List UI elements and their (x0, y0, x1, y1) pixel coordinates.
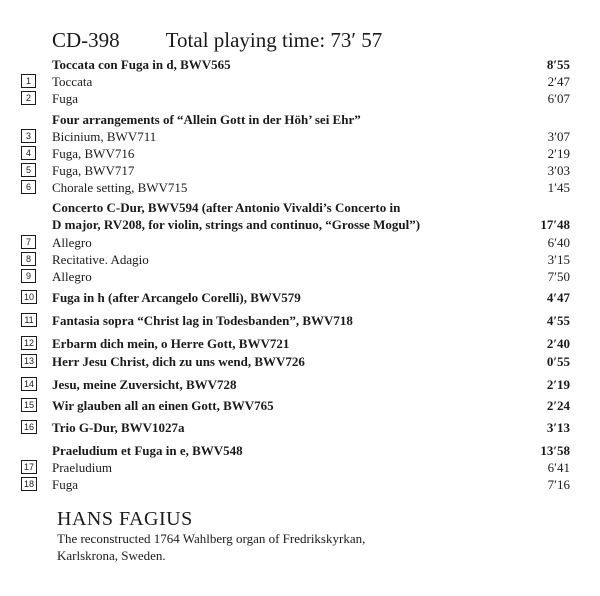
track-number: 13 (21, 354, 37, 368)
track-number: 10 (21, 290, 37, 304)
track-row: 13 Herr Jesu Christ, dich zu uns wend, BWV726 0′55 (52, 354, 570, 370)
organ-note: The reconstructed 1764 Wahlberg organ of Fredrikskyrkan, (57, 531, 366, 546)
track-number: 3 (21, 129, 36, 143)
track-row: 11 Fantasia sopra “Christ lag in Todesbanden”, BWV718 4′55 (52, 313, 570, 329)
track-number: 5 (21, 163, 36, 177)
track-row: 15 Wir glauben all an einen Gott, BWV765 2′24 (52, 398, 570, 414)
track-row: 7 Allegro 6′40 (52, 235, 570, 251)
header (52, 28, 382, 53)
work-heading: Toccata con Fuga in d, BWV565 8′55 (52, 57, 570, 72)
track-number: 18 (21, 477, 37, 491)
track-number: 15 (21, 398, 37, 412)
work-heading: Four arrangements of “Allein Gott in der Höh’ sei Ehr” (52, 112, 361, 127)
track-row: 6 Chorale setting, BWV715 1′45 (52, 180, 570, 196)
track-row: 4 Fuga, BWV716 2′19 (52, 146, 570, 162)
track-row: 5 Fuga, BWV717 3′03 (52, 163, 570, 179)
track-row: 10 Fuga in h (after Arcangelo Corelli), BWV579 4′47 (52, 290, 570, 306)
track-row: 1 Toccata 2′47 (52, 74, 570, 90)
track-row: 9 Allegro 7′50 (52, 269, 570, 285)
track-number: 6 (21, 180, 36, 194)
track-number: 8 (21, 252, 36, 266)
track-number: 16 (21, 420, 37, 434)
track-number: 2 (21, 91, 36, 105)
performer-name: HANS FAGIUS (57, 508, 193, 530)
track-number: 1 (21, 74, 36, 88)
track-row: 2 Fuga 6′07 (52, 91, 570, 107)
work-heading: Concerto C-Dur, BWV594 (after Antonio Vivaldi’s Concerto in (52, 200, 401, 215)
track-number: 9 (21, 269, 36, 283)
track-row: 16 Trio G-Dur, BWV1027a 3′13 (52, 420, 570, 436)
track-number: 7 (21, 235, 36, 249)
total-playing-time: Total playing time: 73′ 57 (165, 28, 383, 52)
work-heading: Praeludium et Fuga in e, BWV548 13′58 (52, 443, 570, 458)
track-row: 14 Jesu, meine Zuversicht, BWV728 2′19 (52, 377, 570, 393)
track-number: 4 (21, 146, 36, 160)
track-number: 12 (21, 336, 37, 350)
track-row: 18 Fuga 7′16 (52, 477, 570, 493)
track-row: 12 Erbarm dich mein, o Herre Gott, BWV721 2′40 (52, 336, 570, 352)
track-row: 17 Praeludium 6′41 (52, 460, 570, 476)
track-row: 3 Bicinium, BWV711 3′07 (52, 129, 570, 145)
organ-note-location: Karlskrona, Sweden. (57, 548, 166, 563)
track-row: 8 Recitative. Adagio 3′15 (52, 252, 570, 268)
track-number: 17 (21, 460, 37, 474)
track-number: 14 (21, 377, 37, 391)
work-heading-continued: D major, RV208, for violin, strings and continuo, “Grosse Mogul”) 17′48 (52, 217, 570, 232)
track-number: 11 (21, 313, 37, 327)
cd-number: CD-398 (52, 28, 120, 52)
